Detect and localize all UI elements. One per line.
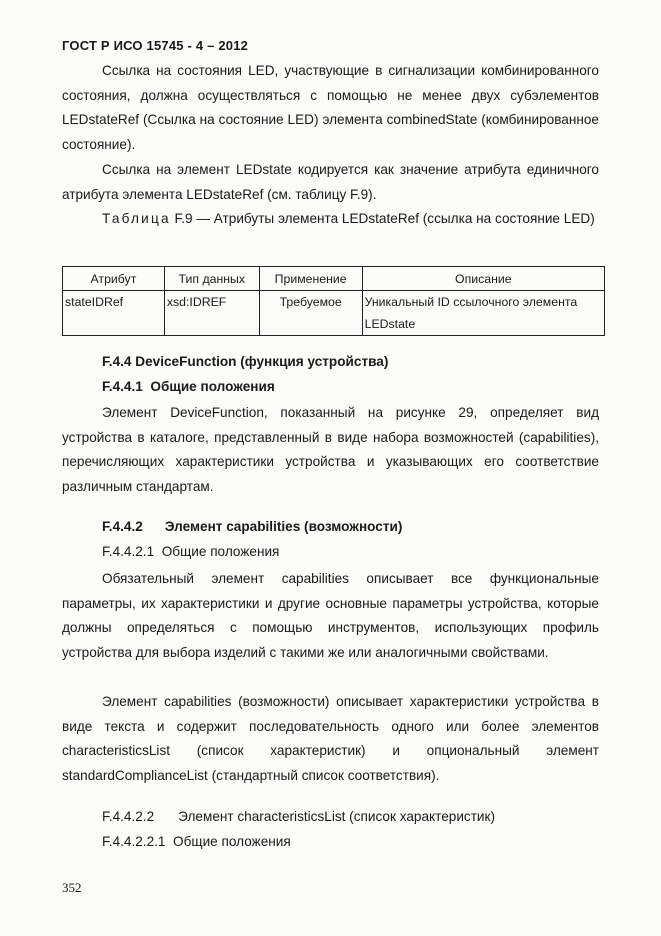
- paragraph-capabilities-required: Обязательный элемент capabilities описывает все функциональные параметры, их характеристики и другие основные параметры устройства, которые должны определяться с помощью инструментов, использующих профиль устройства для выбора изделий с такими же или аналогичными свойствами.: [62, 571, 599, 661]
- table-header-cell: Атрибут: [63, 267, 165, 291]
- paragraph-led-state-ref: Ссылка на состояния LED, участвующие в сигнализации комбинированного состояния, должна осуществляться с помощью не менее двух субэлементов LEDstateRef (Ссылка на состояние LED) элемента combinedState (комбинированное состояние).: [62, 63, 599, 153]
- heading-f-4-4-2-1: [102, 544, 279, 559]
- table-cell: Уникальный ID ссылочного элемента LEDstate: [362, 291, 604, 336]
- paragraph-capabilities-description: Элемент capabilities (возможности) описывает характеристики устройства в виде текста и содержит последовательность одного или более элементов characteristicsList (список характеристик) и опциональный элемент standardComplianceList (стандартный список соответствия).: [62, 694, 599, 784]
- table-cell: stateIDRef: [63, 291, 165, 336]
- heading-number: F.4.4.1: [102, 379, 143, 394]
- document-header: ГОСТ Р ИСО 15745 - 4 – 2012: [62, 38, 249, 53]
- table-caption: [62, 207, 599, 232]
- heading-f-4-4-2-2-1: [102, 834, 291, 849]
- paragraph-led-state-encoding: Ссылка на элемент LEDstate кодируется как значение атрибута единичного атрибута элемента LEDstateRef (см. таблицу F.9).: [62, 162, 599, 202]
- paragraph-device-function: Элемент DeviceFunction, показанный на рисунке 29, определяет вид устройства в каталоге, представленный в виде набора возможностей (capabilities), перечисляющих характеристики устройства и указывающих его соответствие различным стандартам.: [62, 405, 599, 495]
- heading-number: F.4.4.2.1: [102, 544, 155, 559]
- heading-text: Элемент capabilities (возможности): [164, 519, 403, 534]
- heading-f-4-4-2-2: [102, 809, 495, 824]
- heading-text: Общие положения: [150, 379, 275, 394]
- table-caption-word: Таблица: [102, 211, 171, 226]
- attributes-table: [62, 266, 605, 336]
- heading-f-4-4-2: [102, 519, 402, 534]
- heading-text: Общие положения: [173, 834, 291, 849]
- table-header-cell: Описание: [362, 267, 604, 291]
- table-cell: xsd:IDREF: [164, 291, 259, 336]
- table-header-cell: Тип данных: [164, 267, 259, 291]
- heading-text: Элемент characteristicsList (список характеристик): [178, 809, 496, 824]
- heading-text: Общие положения: [161, 544, 280, 559]
- heading-number: F.4.4.2.2: [102, 809, 155, 824]
- table-header-cell: Применение: [259, 267, 362, 291]
- heading-number: F.4.4: [102, 354, 132, 369]
- table-row: [63, 291, 605, 336]
- heading-number: F.4.4.2: [102, 519, 143, 534]
- table-cell: Требуемое: [259, 291, 362, 336]
- page-number: 352: [62, 880, 82, 895]
- heading-text: DeviceFunction (функция устройства): [135, 354, 389, 369]
- heading-f-4-4-1: [102, 379, 275, 394]
- heading-number: F.4.4.2.2.1: [102, 834, 166, 849]
- table-header-row: [63, 267, 605, 291]
- table-caption-text: F.9 — Атрибуты элемента LEDstateRef (ссылка на состояние LED): [170, 211, 595, 226]
- heading-f-4-4: [102, 354, 388, 369]
